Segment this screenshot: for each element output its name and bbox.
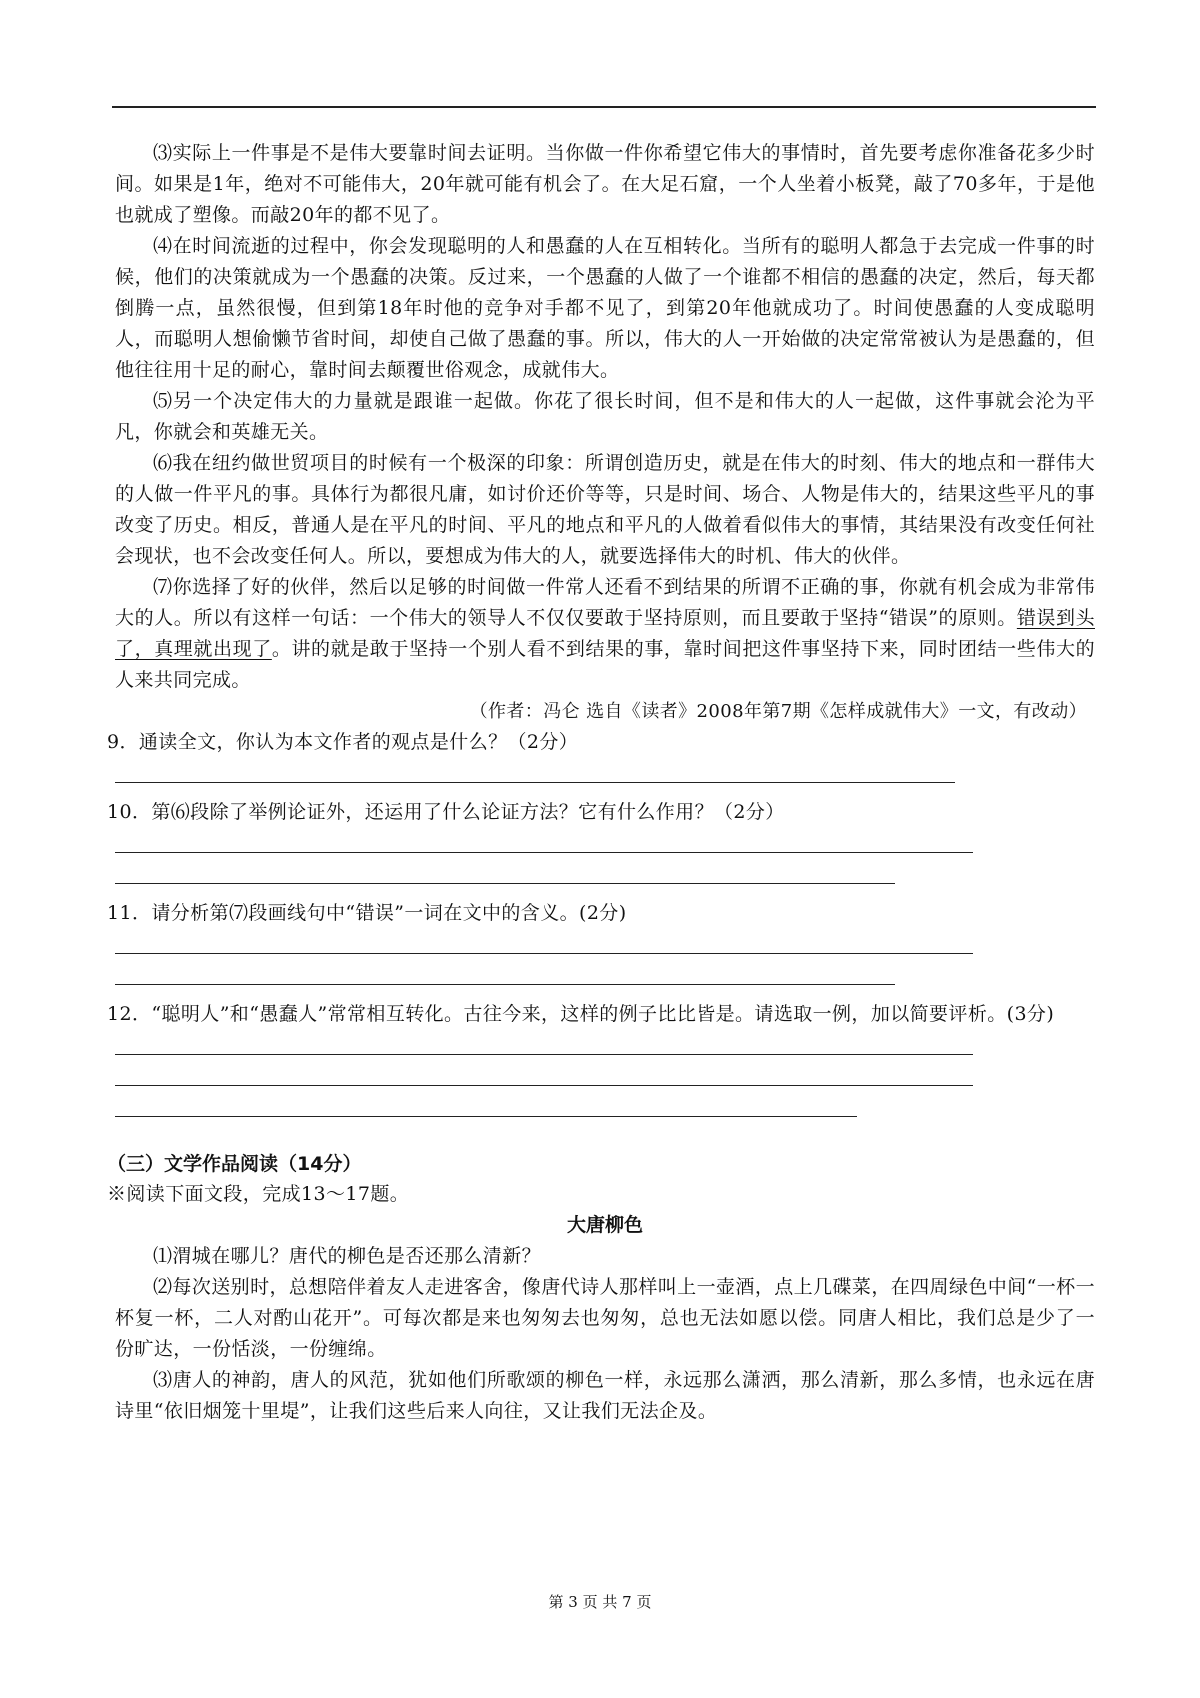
header-rule [112,106,1096,108]
answer-line[interactable] [115,953,973,954]
answer-area-q11 [115,929,1095,960]
answer-line[interactable] [115,782,955,783]
article-source: （作者：冯仑 选自《读者》2008年第7期《怎样成就伟大》一文，有改动） [469,701,1087,722]
paragraph-6: ⑹我在纽约做世贸项目的时候有一个极深的印象：所谓创造历史，就是在伟大的时刻、伟大的地点和一群伟大的人做一件平凡的事。具体行为都很凡庸，如讨价还价等等，只是时间、场合、人物是伟大的，结果这些平凡的事改变了历史。相反，普通人是在平凡的时间、平凡的地点和平凡的人做着看似伟大的事情，其结果没有改变任何社会现状，也不会改变任何人。所以，要想成为伟大的人，就要选择伟大的时机、伟大的伙伴。 [115,452,1095,567]
section-title: （三）文学作品阅读（14分） [107,1153,362,1175]
paragraph-7-part-b: 。讲的就是敢于坚持一个别人看不到结果的事，靠时间把这件事坚持下来，同时团结一些伟大的人来共同完成。 [115,638,1096,691]
answer-area-q12-2 [115,1061,1095,1092]
answer-line[interactable] [115,1054,973,1055]
paragraph-7-part-a: ⑺你选择了好的伙伴，然后以足够的时间做一件常人还看不到结果的所谓不正确的事，你就有机会成为非常伟大的人。所以有这样一句话：一个伟大的领导人不仅仅要敢于坚持原则，而且要敢于坚持“错误”的原则。 [115,576,1095,629]
article-title: 大唐柳色 [566,1214,643,1236]
article-paragraph-3: ⑶唐人的神韵，唐人的风范，犹如他们所歌颂的柳色一样，永远那么潇洒，那么清新，那么多情，也永远在唐诗里“依旧烟笼十里堤”，让我们这些后来人向往，又让我们无法企及。 [115,1369,1095,1422]
page-footer: 第 3 页 共 7 页 [548,1593,652,1611]
page-content [107,138,1096,1427]
paragraph-3: ⑶实际上一件事是不是伟大要靠时间去证明。当你做一件你希望它伟大的事情时，首先要考虑你准备花多少时间。如果是1年，绝对不可能伟大，20年就可能有机会了。在大足石窟，一个人坐着小板凳，敲了70多年，于是他也就成了塑像。而敲20年的都不见了。 [115,142,1095,226]
question-12: 12．“聪明人”和“愚蠢人”常常相互转化。古往今来，这样的例子比比皆是。请选取一例，加以简要评析。(3分) [107,1003,1055,1025]
answer-line[interactable] [115,1085,973,1086]
answer-area-q11-2 [115,960,1095,991]
answer-line[interactable] [115,883,895,884]
answer-line[interactable] [115,984,895,985]
answer-line[interactable] [115,852,973,853]
article-paragraph-1: ⑴渭城在哪儿？唐代的柳色是否还那么清新？ [153,1245,542,1267]
answer-area-q12 [115,1030,1095,1061]
paragraph-5: ⑸另一个决定伟大的力量就是跟谁一起做。你花了很长时间，但不是和伟大的人一起做，这件事就会沦为平凡，你就会和英雄无关。 [115,390,1095,443]
answer-line[interactable] [115,1116,857,1117]
paragraph-4: ⑷在时间流逝的过程中，你会发现聪明的人和愚蠢的人在互相转化。当所有的聪明人都急于去完成一件事的时候，他们的决策就成为一个愚蠢的决策。反过来，一个愚蠢的人做了一个谁都不相信的愚蠢的决定，然后，每天都倒腾一点，虽然很慢，但到第18年时他的竞争对手都不见了，到第20年他就成功了。时间使愚蠢的人变成聪明人，而聪明人想偷懒节省时间，却使自己做了愚蠢的事。所以，伟大的人一开始做的决定常常被认为是愚蠢的，但他往往用十足的耐心，靠时间去颠覆世俗观念，成就伟大。 [115,235,1095,381]
answer-area-q10 [115,828,1095,859]
answer-area-q10-2 [115,859,1095,890]
underlined-sentence: 错误到头了，真理就出现了 [115,607,1095,660]
section-instruction: ※阅读下面文段，完成13～17题。 [107,1183,410,1205]
question-9: 9．通读全文，你认为本文作者的观点是什么？（2分） [107,731,579,753]
article-paragraph-2: ⑵每次送别时，总想陪伴着友人走进客舍，像唐代诗人那样叫上一壶酒，点上几碟菜，在四周绿色中间“一杯一杯复一杯，二人对酌山花开”。可每次都是来也匆匆去也匆匆，总也无法如愿以偿。同唐人相比，我们总是少了一份旷达，一份恬淡，一份缠绵。 [115,1276,1095,1360]
question-11: 11．请分析第⑺段画线句中“错误”一词在文中的含义。(2分) [107,902,627,924]
answer-area-q9 [115,758,1095,789]
answer-area-q12-3 [115,1092,1095,1123]
question-10: 10．第⑹段除了举例论证外，还运用了什么论证方法？它有什么作用？（2分） [107,801,785,823]
paragraph-7 [115,572,1095,696]
